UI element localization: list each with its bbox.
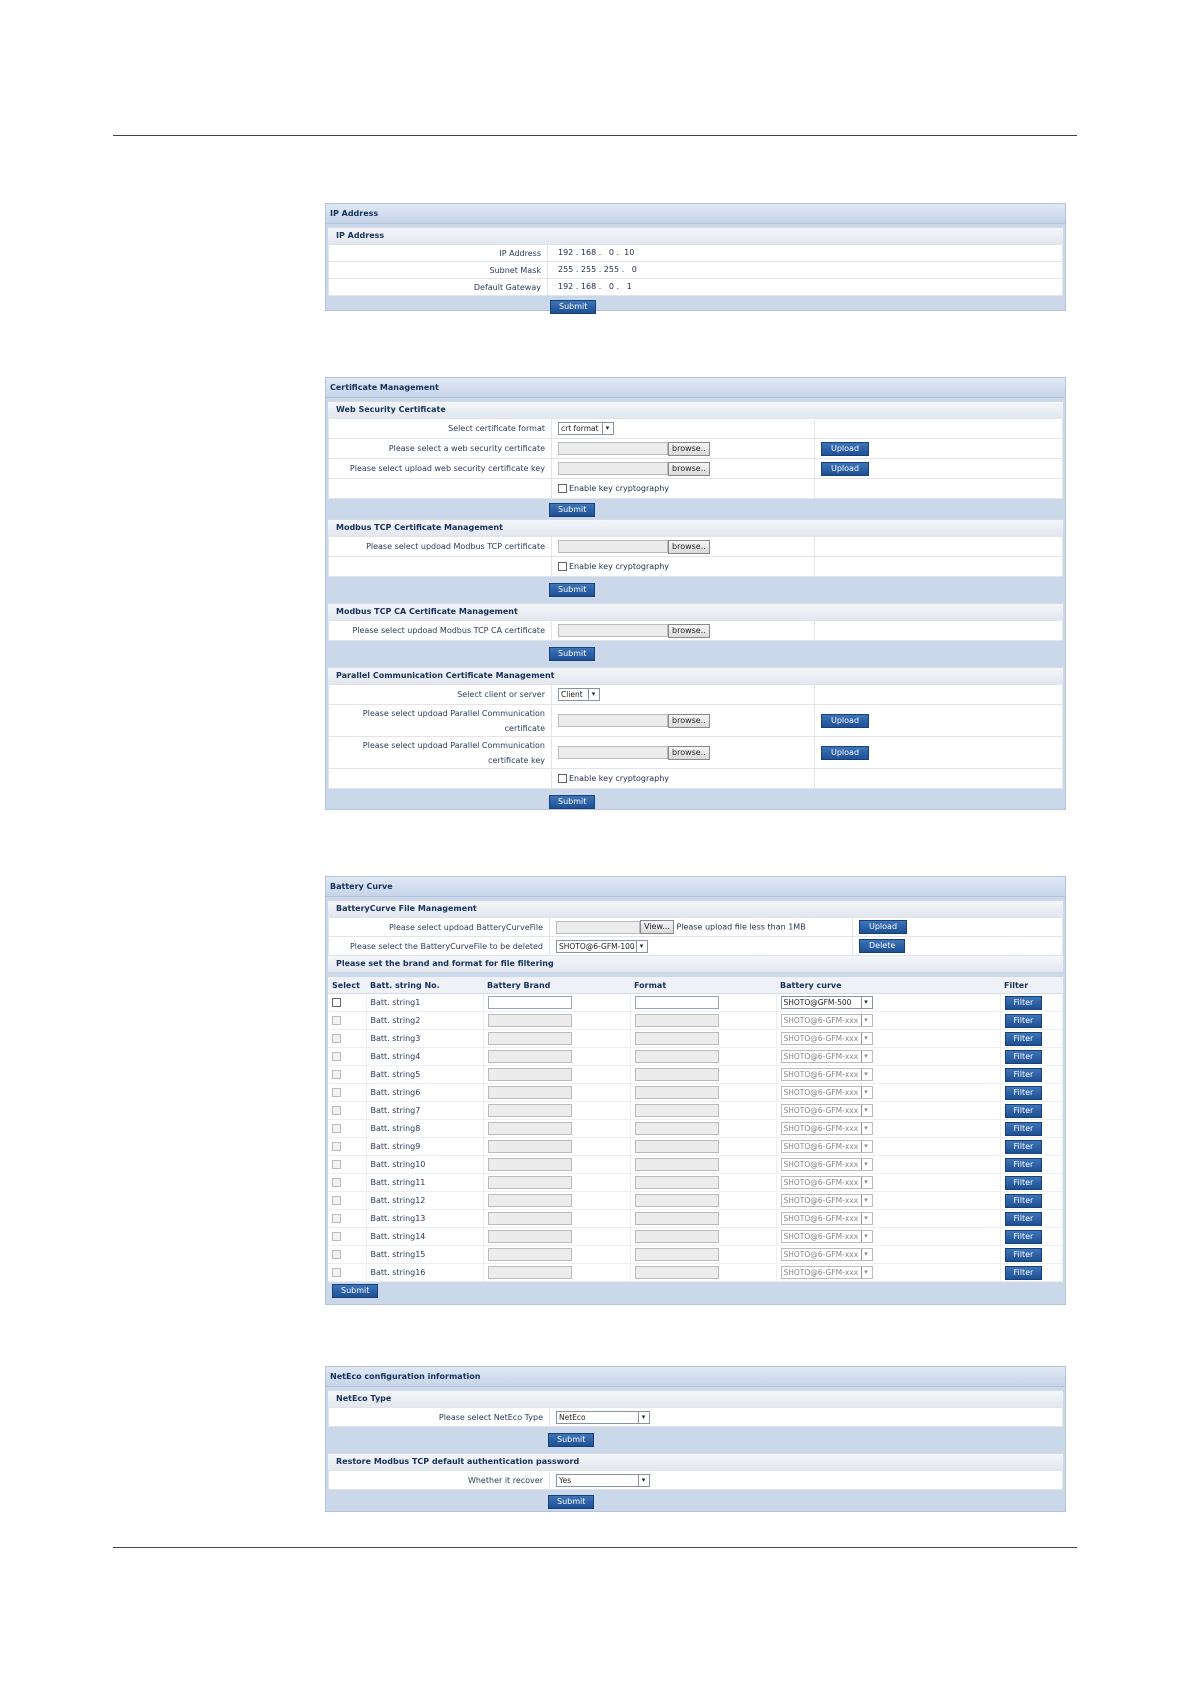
battery-file-field[interactable] — [556, 921, 640, 934]
table-row — [328, 1264, 1063, 1282]
section-title: Web Security Certificate — [328, 401, 1063, 418]
chevron-down-icon: ▾ — [861, 1159, 871, 1170]
web-cert-form — [328, 418, 1063, 499]
battery-format-input[interactable] — [635, 1122, 719, 1135]
page-bottom-rule — [113, 1547, 1077, 1548]
modbus-ca-form — [328, 620, 1063, 641]
table-row — [328, 1084, 1063, 1102]
neteco-type-select[interactable] — [556, 1411, 650, 1424]
battery-curve-select[interactable] — [781, 1050, 873, 1063]
table-row — [328, 1030, 1063, 1048]
modbus-cert-browse-button[interactable]: browse.. — [668, 540, 710, 554]
table-row — [328, 1174, 1063, 1192]
column-header: Select — [328, 977, 366, 994]
neteco-type-select-value: NetEco — [559, 1412, 586, 1422]
gateway-input[interactable]: 192 . 168 . 0 . 1 — [558, 282, 632, 291]
battery-format-input[interactable] — [635, 1194, 719, 1207]
restore-submit-row — [328, 1490, 1063, 1514]
batt-string-name: Batt. string10 — [366, 1156, 483, 1174]
page-top-rule — [113, 135, 1077, 136]
web-cert-upload-button[interactable]: Upload — [821, 442, 869, 456]
batt-string-name: Batt. string14 — [366, 1228, 483, 1246]
battery-curve-value: SHOTO@6-GFM-xxx — [783, 1268, 859, 1277]
battery-format-input[interactable] — [635, 1050, 719, 1063]
battery-curve-select[interactable] — [781, 1086, 873, 1099]
modbus-ca-browse-button[interactable]: browse.. — [668, 624, 710, 638]
filter-button[interactable]: Filter — [1005, 1140, 1043, 1154]
battery-view-button[interactable]: View... — [640, 920, 674, 934]
battery-brand-input[interactable] — [488, 1194, 572, 1207]
table-row — [328, 1210, 1063, 1228]
row-select-checkbox[interactable] — [332, 1106, 341, 1115]
batt-string-name: Batt. string8 — [366, 1120, 483, 1138]
battery-format-input[interactable] — [635, 1176, 719, 1189]
battery-delete-select[interactable] — [556, 940, 648, 953]
certificate-management-panel — [325, 377, 1066, 810]
modbus-cert-file-field[interactable] — [558, 540, 668, 553]
chevron-down-icon: ▾ — [861, 1249, 871, 1260]
chevron-down-icon: ▾ — [861, 1195, 871, 1206]
filter-button[interactable]: Filter — [1005, 1158, 1043, 1172]
chevron-down-icon: ▾ — [861, 1015, 871, 1026]
section-title: Parallel Communication Certificate Management — [328, 667, 1063, 684]
battery-format-input[interactable] — [635, 1230, 719, 1243]
battery-curve-value: SHOTO@6-GFM-xxx — [783, 1178, 859, 1187]
battery-brand-input[interactable] — [488, 1176, 572, 1189]
role-select-value: Client — [561, 690, 583, 699]
battery-brand-input[interactable] — [488, 1068, 572, 1081]
ip-submit-button[interactable]: Submit — [550, 300, 596, 314]
battery-curve-select[interactable] — [781, 1104, 873, 1117]
neteco-type-form — [328, 1407, 1063, 1427]
chevron-down-icon: ▾ — [638, 1475, 648, 1486]
row-select-checkbox[interactable] — [332, 1232, 341, 1241]
section-title: Modbus TCP CA Certificate Management — [328, 603, 1063, 620]
filter-button[interactable]: Filter — [1005, 1068, 1043, 1082]
battery-delete-select-value: SHOTO@6-GFM-100 — [559, 941, 635, 951]
neteco-type-label: Please select NetEco Type — [329, 1408, 550, 1427]
batt-string-name: Batt. string6 — [366, 1084, 483, 1102]
ip-address-input[interactable]: 192 . 168 . 0 . 10 — [558, 248, 635, 257]
ip-submit-row — [328, 296, 1063, 316]
format-select[interactable] — [558, 422, 614, 435]
battery-format-input[interactable] — [635, 1266, 719, 1279]
battery-curve-value: SHOTO@6-GFM-xxx — [783, 1250, 859, 1259]
battery-format-input[interactable] — [635, 1068, 719, 1081]
modbus-submit-button[interactable]: Submit — [549, 583, 595, 597]
batt-string-name: Batt. string9 — [366, 1138, 483, 1156]
filter-button[interactable]: Filter — [1005, 1230, 1043, 1244]
web-submit-button[interactable]: Submit — [549, 503, 595, 517]
format-label: Select certificate format — [329, 419, 552, 439]
restore-section — [328, 1453, 1063, 1514]
battery-format-input[interactable] — [635, 1158, 719, 1171]
parallel-submit-row — [328, 789, 1063, 809]
gateway-label: Default Gateway — [329, 279, 548, 296]
parallel-submit-button[interactable]: Submit — [549, 795, 595, 809]
battery-curve-value: SHOTO@GFM-500 — [783, 998, 852, 1007]
chevron-down-icon: ▾ — [861, 1123, 871, 1134]
battery-submit-row — [328, 1282, 1063, 1299]
restore-label: Whether it recover — [329, 1471, 550, 1490]
filter-button[interactable]: Filter — [1005, 1194, 1043, 1208]
table-row — [328, 1228, 1063, 1246]
battery-format-input[interactable] — [635, 1248, 719, 1261]
battery-curve-select[interactable] — [781, 1248, 873, 1261]
battery-format-input[interactable] — [635, 1086, 719, 1099]
battery-curve-value: SHOTO@6-GFM-xxx — [783, 1160, 859, 1169]
table-row — [328, 1012, 1063, 1030]
parallel-cert-label-line1: Please select updoad Parallel Communication — [362, 708, 545, 718]
modbus-ca-section — [328, 603, 1063, 667]
table-row — [328, 1120, 1063, 1138]
battery-curve-select[interactable] — [781, 1194, 873, 1207]
panel-title: NetEco configuration information — [326, 1367, 1065, 1387]
filter-button[interactable]: Filter — [1005, 1266, 1043, 1280]
battery-brand-input[interactable] — [488, 1032, 572, 1045]
web-enable-key-label: Enable key cryptography — [569, 484, 670, 493]
battery-format-input[interactable] — [635, 1032, 719, 1045]
modbus-ca-label: Please select updoad Modbus TCP CA certificate — [329, 621, 552, 641]
batt-string-name: Batt. string13 — [366, 1210, 483, 1228]
parallel-cert-section — [328, 667, 1063, 809]
row-select-checkbox[interactable] — [332, 1052, 341, 1061]
chevron-down-icon: ▾ — [861, 1231, 871, 1242]
restore-submit-button[interactable]: Submit — [548, 1495, 594, 1509]
filter-button[interactable]: Filter — [1005, 996, 1043, 1010]
neteco-type-submit-button[interactable]: Submit — [548, 1433, 594, 1447]
battery-curve-select[interactable] — [781, 1230, 873, 1243]
web-key-label: Please select upload web security certificate key — [329, 459, 552, 479]
table-row — [328, 1066, 1063, 1084]
column-header: Battery Brand — [483, 977, 630, 994]
neteco-panel — [325, 1366, 1066, 1512]
table-row — [328, 1048, 1063, 1066]
battery-curve-select[interactable] — [781, 1212, 873, 1225]
parallel-cert-form — [328, 684, 1063, 789]
row-select-checkbox[interactable] — [332, 1178, 341, 1187]
chevron-down-icon: ▾ — [638, 1412, 648, 1423]
modbus-ca-file-field[interactable] — [558, 624, 668, 637]
chevron-down-icon: ▾ — [636, 941, 646, 952]
battery-upload-label: Please select updoad BatteryCurveFile — [329, 918, 550, 937]
batt-string-name: Batt. string2 — [366, 1012, 483, 1030]
battery-brand-input[interactable] — [488, 1014, 572, 1027]
battery-curve-panel — [325, 876, 1066, 1305]
battery-brand-input[interactable] — [488, 1104, 572, 1117]
ip-address-label: IP Address — [329, 245, 548, 262]
battery-curve-value: SHOTO@6-GFM-xxx — [783, 1142, 859, 1151]
battery-curve-value: SHOTO@6-GFM-xxx — [783, 1070, 859, 1079]
battery-brand-input[interactable] — [488, 1266, 572, 1279]
battery-brand-input[interactable] — [488, 1086, 572, 1099]
web-key-file-field[interactable] — [558, 462, 668, 475]
battery-curve-select[interactable] — [781, 1266, 873, 1279]
battery-curve-select[interactable] — [781, 1014, 873, 1027]
table-row — [328, 1192, 1063, 1210]
table-row — [328, 1102, 1063, 1120]
battery-upload-button[interactable]: Upload — [859, 920, 907, 934]
parallel-key-label-line1: Please select updoad Parallel Communication — [362, 740, 545, 750]
row-select-checkbox[interactable] — [332, 1214, 341, 1223]
chevron-down-icon: ▾ — [861, 1213, 871, 1224]
web-cert-section — [328, 401, 1063, 519]
battery-string-table — [328, 977, 1063, 1282]
battery-file-form — [328, 917, 1063, 956]
web-cert-label: Please select a web security certificate — [329, 439, 552, 459]
row-select-checkbox[interactable] — [332, 1250, 341, 1259]
battery-curve-value: SHOTO@6-GFM-xxx — [783, 1124, 859, 1133]
battery-curve-value: SHOTO@6-GFM-xxx — [783, 1214, 859, 1223]
column-header: Filter — [1000, 977, 1063, 994]
section-title: IP Address — [328, 227, 1063, 244]
battery-brand-input[interactable] — [488, 1050, 572, 1063]
chevron-down-icon: ▾ — [861, 1141, 871, 1152]
modbus-submit-row — [328, 577, 1063, 603]
batt-string-name: Batt. string1 — [366, 994, 483, 1012]
ip-address-panel — [325, 203, 1066, 311]
table-header-row — [328, 977, 1063, 994]
parallel-cert-upload-button[interactable]: Upload — [821, 714, 869, 728]
battery-curve-value: SHOTO@6-GFM-xxx — [783, 1052, 859, 1061]
parallel-enable-key-checkbox[interactable] — [558, 774, 567, 783]
modbus-cert-label: Please select updoad Modbus TCP certificate — [329, 537, 552, 557]
battery-curve-value: SHOTO@6-GFM-xxx — [783, 1088, 859, 1097]
battery-format-input[interactable] — [635, 1140, 719, 1153]
section-title: Restore Modbus TCP default authentication password — [328, 1453, 1063, 1470]
chevron-down-icon: ▾ — [861, 1105, 871, 1116]
battery-brand-input[interactable] — [488, 1140, 572, 1153]
panel-title: Battery Curve — [326, 877, 1065, 897]
parallel-cert-label — [329, 705, 552, 737]
web-enable-key-checkbox[interactable] — [558, 484, 567, 493]
battery-curve-select[interactable] — [781, 1158, 873, 1171]
web-key-upload-button[interactable]: Upload — [821, 462, 869, 476]
parallel-cert-file-field[interactable] — [558, 714, 668, 727]
modbus-enable-key-checkbox[interactable] — [558, 562, 567, 571]
subnet-mask-input[interactable]: 255 . 255 . 255 . 0 — [558, 265, 637, 274]
table-row — [328, 994, 1063, 1012]
row-select-checkbox[interactable] — [332, 1196, 341, 1205]
filter-button[interactable]: Filter — [1005, 1032, 1043, 1046]
restore-select-value: Yes — [559, 1475, 572, 1485]
battery-delete-label: Please select the BatteryCurveFile to be deleted — [329, 937, 550, 956]
ip-section — [328, 227, 1063, 316]
table-row — [328, 1156, 1063, 1174]
battery-curve-value: SHOTO@6-GFM-xxx — [783, 1034, 859, 1043]
web-key-browse-button[interactable]: browse.. — [668, 462, 710, 476]
chevron-down-icon: ▾ — [861, 1177, 871, 1188]
role-label: Select client or server — [329, 685, 552, 705]
parallel-key-label — [329, 737, 552, 769]
column-header: Format — [630, 977, 776, 994]
section-title: BatteryCurve File Management — [328, 900, 1063, 917]
battery-brand-input[interactable] — [488, 1248, 572, 1261]
battery-curve-select[interactable] — [781, 1122, 873, 1135]
parallel-key-upload-button[interactable]: Upload — [821, 746, 869, 760]
role-select[interactable] — [558, 688, 600, 701]
batt-string-name: Batt. string4 — [366, 1048, 483, 1066]
row-select-checkbox[interactable] — [332, 1088, 341, 1097]
battery-curve-select[interactable] — [781, 1140, 873, 1153]
filter-button[interactable]: Filter — [1005, 1086, 1043, 1100]
battery-curve-value: SHOTO@6-GFM-xxx — [783, 1232, 859, 1241]
battery-delete-button[interactable]: Delete — [859, 939, 905, 953]
subnet-mask-label: Subnet Mask — [329, 262, 548, 279]
chevron-down-icon: ▾ — [861, 1033, 871, 1044]
modbus-cert-form — [328, 536, 1063, 577]
parallel-enable-key-label: Enable key cryptography — [569, 774, 670, 783]
battery-brand-input[interactable] — [488, 1158, 572, 1171]
filter-heading: Please set the brand and format for file filtering — [328, 956, 1063, 972]
chevron-down-icon: ▾ — [861, 1267, 871, 1278]
battery-format-input[interactable] — [635, 1212, 719, 1225]
row-select-checkbox[interactable] — [332, 1160, 341, 1169]
batt-string-name: Batt. string15 — [366, 1246, 483, 1264]
battery-format-input[interactable] — [635, 1014, 719, 1027]
modbus-ca-submit-button[interactable]: Submit — [549, 647, 595, 661]
battery-curve-value: SHOTO@6-GFM-xxx — [783, 1016, 859, 1025]
battery-format-input[interactable] — [635, 1104, 719, 1117]
battery-curve-select[interactable] — [781, 1176, 873, 1189]
table-row — [328, 1138, 1063, 1156]
battery-file-section — [328, 900, 1063, 1299]
batt-string-name: Batt. string16 — [366, 1264, 483, 1282]
battery-curve-select[interactable] — [781, 1032, 873, 1045]
batt-string-name: Batt. string7 — [366, 1102, 483, 1120]
batt-string-name: Batt. string3 — [366, 1030, 483, 1048]
web-submit-row — [328, 499, 1063, 519]
battery-submit-button[interactable]: Submit — [332, 1284, 378, 1298]
battery-brand-input[interactable] — [488, 1212, 572, 1225]
row-select-checkbox[interactable] — [332, 1070, 341, 1079]
batt-string-name: Batt. string12 — [366, 1192, 483, 1210]
column-header: Battery curve — [776, 977, 1000, 994]
restore-select[interactable] — [556, 1474, 650, 1487]
batt-string-name: Batt. string11 — [366, 1174, 483, 1192]
filter-button[interactable]: Filter — [1005, 1212, 1043, 1226]
battery-curve-value: SHOTO@6-GFM-xxx — [783, 1196, 859, 1205]
chevron-down-icon: ▾ — [861, 1087, 871, 1098]
battery-curve-select[interactable] — [781, 1068, 873, 1081]
row-select-checkbox[interactable] — [332, 1016, 341, 1025]
row-select-checkbox[interactable] — [332, 1268, 341, 1277]
battery-brand-input[interactable] — [488, 1122, 572, 1135]
section-title: NetEco Type — [328, 1390, 1063, 1407]
batt-string-name: Batt. string5 — [366, 1066, 483, 1084]
battery-upload-hint: Please upload file less than 1MB — [676, 922, 806, 932]
filter-button[interactable]: Filter — [1005, 1122, 1043, 1136]
chevron-down-icon: ▾ — [861, 1069, 871, 1080]
parallel-key-browse-button[interactable]: browse.. — [668, 746, 710, 760]
battery-format-input[interactable] — [635, 996, 719, 1009]
ip-form — [328, 244, 1063, 296]
battery-brand-input[interactable] — [488, 1230, 572, 1243]
chevron-down-icon: ▾ — [861, 1051, 871, 1062]
web-cert-file-field[interactable] — [558, 442, 668, 455]
table-row — [328, 1246, 1063, 1264]
parallel-cert-browse-button[interactable]: browse.. — [668, 714, 710, 728]
section-title: Modbus TCP Certificate Management — [328, 519, 1063, 536]
row-select-checkbox[interactable] — [332, 1034, 341, 1043]
modbus-ca-submit-row — [328, 641, 1063, 667]
column-header: Batt. string No. — [366, 977, 483, 994]
chevron-down-icon: ▾ — [588, 689, 598, 700]
row-select-checkbox[interactable] — [332, 998, 341, 1007]
panel-title: IP Address — [326, 204, 1065, 224]
format-select-value: crt format — [561, 424, 599, 433]
battery-curve-value: SHOTO@6-GFM-xxx — [783, 1106, 859, 1115]
battery-curve-select[interactable] — [781, 996, 873, 1009]
chevron-down-icon: ▾ — [602, 423, 612, 434]
panel-title: Certificate Management — [326, 378, 1065, 398]
parallel-cert-label-line2: certificate — [504, 723, 545, 733]
row-select-checkbox[interactable] — [332, 1142, 341, 1151]
filter-button[interactable]: Filter — [1005, 1014, 1043, 1028]
battery-brand-input[interactable] — [488, 996, 572, 1009]
chevron-down-icon: ▾ — [861, 997, 871, 1008]
filter-button[interactable]: Filter — [1005, 1176, 1043, 1190]
row-select-checkbox[interactable] — [332, 1124, 341, 1133]
parallel-key-file-field[interactable] — [558, 746, 668, 759]
modbus-enable-key-label: Enable key cryptography — [569, 562, 670, 571]
neteco-type-section — [328, 1390, 1063, 1453]
modbus-cert-section — [328, 519, 1063, 603]
web-cert-browse-button[interactable]: browse.. — [668, 442, 710, 456]
filter-button[interactable]: Filter — [1005, 1248, 1043, 1262]
parallel-key-label-line2: certificate key — [488, 755, 545, 765]
filter-button[interactable]: Filter — [1005, 1104, 1043, 1118]
filter-button[interactable]: Filter — [1005, 1050, 1043, 1064]
neteco-submit-row — [328, 1427, 1063, 1453]
restore-form — [328, 1470, 1063, 1490]
